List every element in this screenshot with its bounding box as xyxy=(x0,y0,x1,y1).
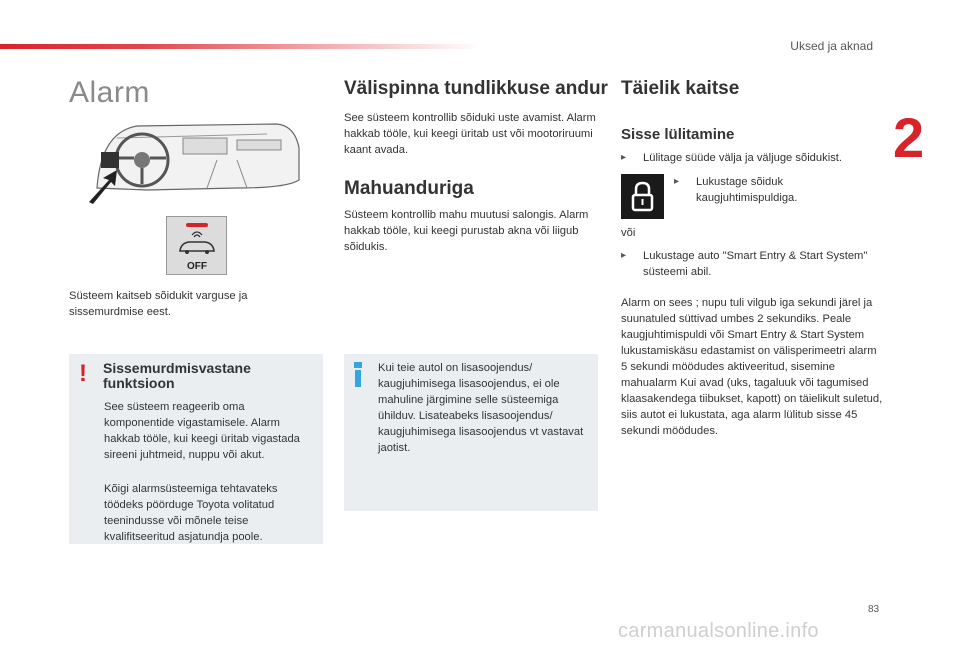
or-label: või xyxy=(621,227,636,239)
chapter-number: 2 xyxy=(893,106,925,169)
heading-activation: Sisse lülitamine xyxy=(621,126,735,143)
column-alarm xyxy=(69,72,323,110)
off-label: OFF xyxy=(187,261,207,272)
volume-sensor-text: Süsteem kontrollib mahu muutusi salongis. Alarm hakkab tööle, kui keegi purustab akna või liigub sõidukis. xyxy=(344,209,589,253)
info-text: Kui teie autol on lisasoojendus/ kaugjuhimisega lisasoojendus, ei ole mahuline järgimine selle süsteemiga ühilduv. Lisateabeks lisasoojendus/ kaugjuhimisega lisasoojendus vt vastavat jaotist. xyxy=(378,362,584,454)
alarm-off-button-illustration xyxy=(166,216,227,275)
warning-box xyxy=(69,354,323,544)
heading-full-protection: Täielik kaitse xyxy=(621,78,740,99)
dashboard-illustration xyxy=(87,118,307,204)
warning-title: Sissemurdmisvastane funktsioon xyxy=(103,360,251,391)
bullet-marker-icon: ▸ xyxy=(621,152,627,163)
bullet-marker-icon: ▸ xyxy=(674,176,680,187)
header-accent-bar xyxy=(0,44,480,49)
bullet-marker-icon: ▸ xyxy=(621,250,627,261)
alarm-description: Süsteem kaitseb sõidukit varguse ja sissemurdmise eest. xyxy=(69,290,248,318)
heading-exterior-sensor: Välispinna tundlikkuse andur xyxy=(344,78,608,99)
alarm-activation-text: Alarm on sees ; nupu tuli vilgub iga sekundi järel ja suunatuled süttivad umbes 2 sekundiks. Peale kaugjuhtimispuldi või Smart Entry & Start System lukustamiskäsu edastamist on välisperimeetri alarm 5 sekundi möödudes aktiveeritud, sisemine mahualarm Kui avad (uks, tagaluuk või tagumised klaasakendega tiibukset, kapott) on täielikult suletud, siis autot ei lukustata, aga alarm lülitub sisse 45 sekundi möödudes. xyxy=(621,297,883,437)
page-number: 83 xyxy=(868,604,880,615)
section-title: Uksed ja aknad xyxy=(790,39,873,53)
warning-text-2: Kõigi alarmsüsteemiga tehtavateks töödeks pöörduge Toyota volitatud teenindusse või mõnele teise kvalifitseeritud asjatundja poole. xyxy=(104,483,278,543)
info-icon xyxy=(354,362,362,388)
heading-volume-sensor: Mahuanduriga xyxy=(344,178,474,199)
exterior-sensor-text: See süsteem kontrollib sõiduki uste avamist. Alarm hakkab tööle, kui keegi üritab ust või mootoriruumi kaant avada. xyxy=(344,112,596,156)
lock-icon xyxy=(621,174,664,219)
page-title: Alarm xyxy=(69,76,150,109)
info-box xyxy=(344,354,598,511)
warning-icon: ! xyxy=(79,360,87,387)
watermark: carmanualsonline.info xyxy=(618,620,819,642)
warning-text-1: See süsteem reageerib oma komponentide vigastamisele. Alarm hakkab tööle, kui keegi üritab vigastada sireeni juhtmeid, nuppu või akut. xyxy=(104,401,300,461)
